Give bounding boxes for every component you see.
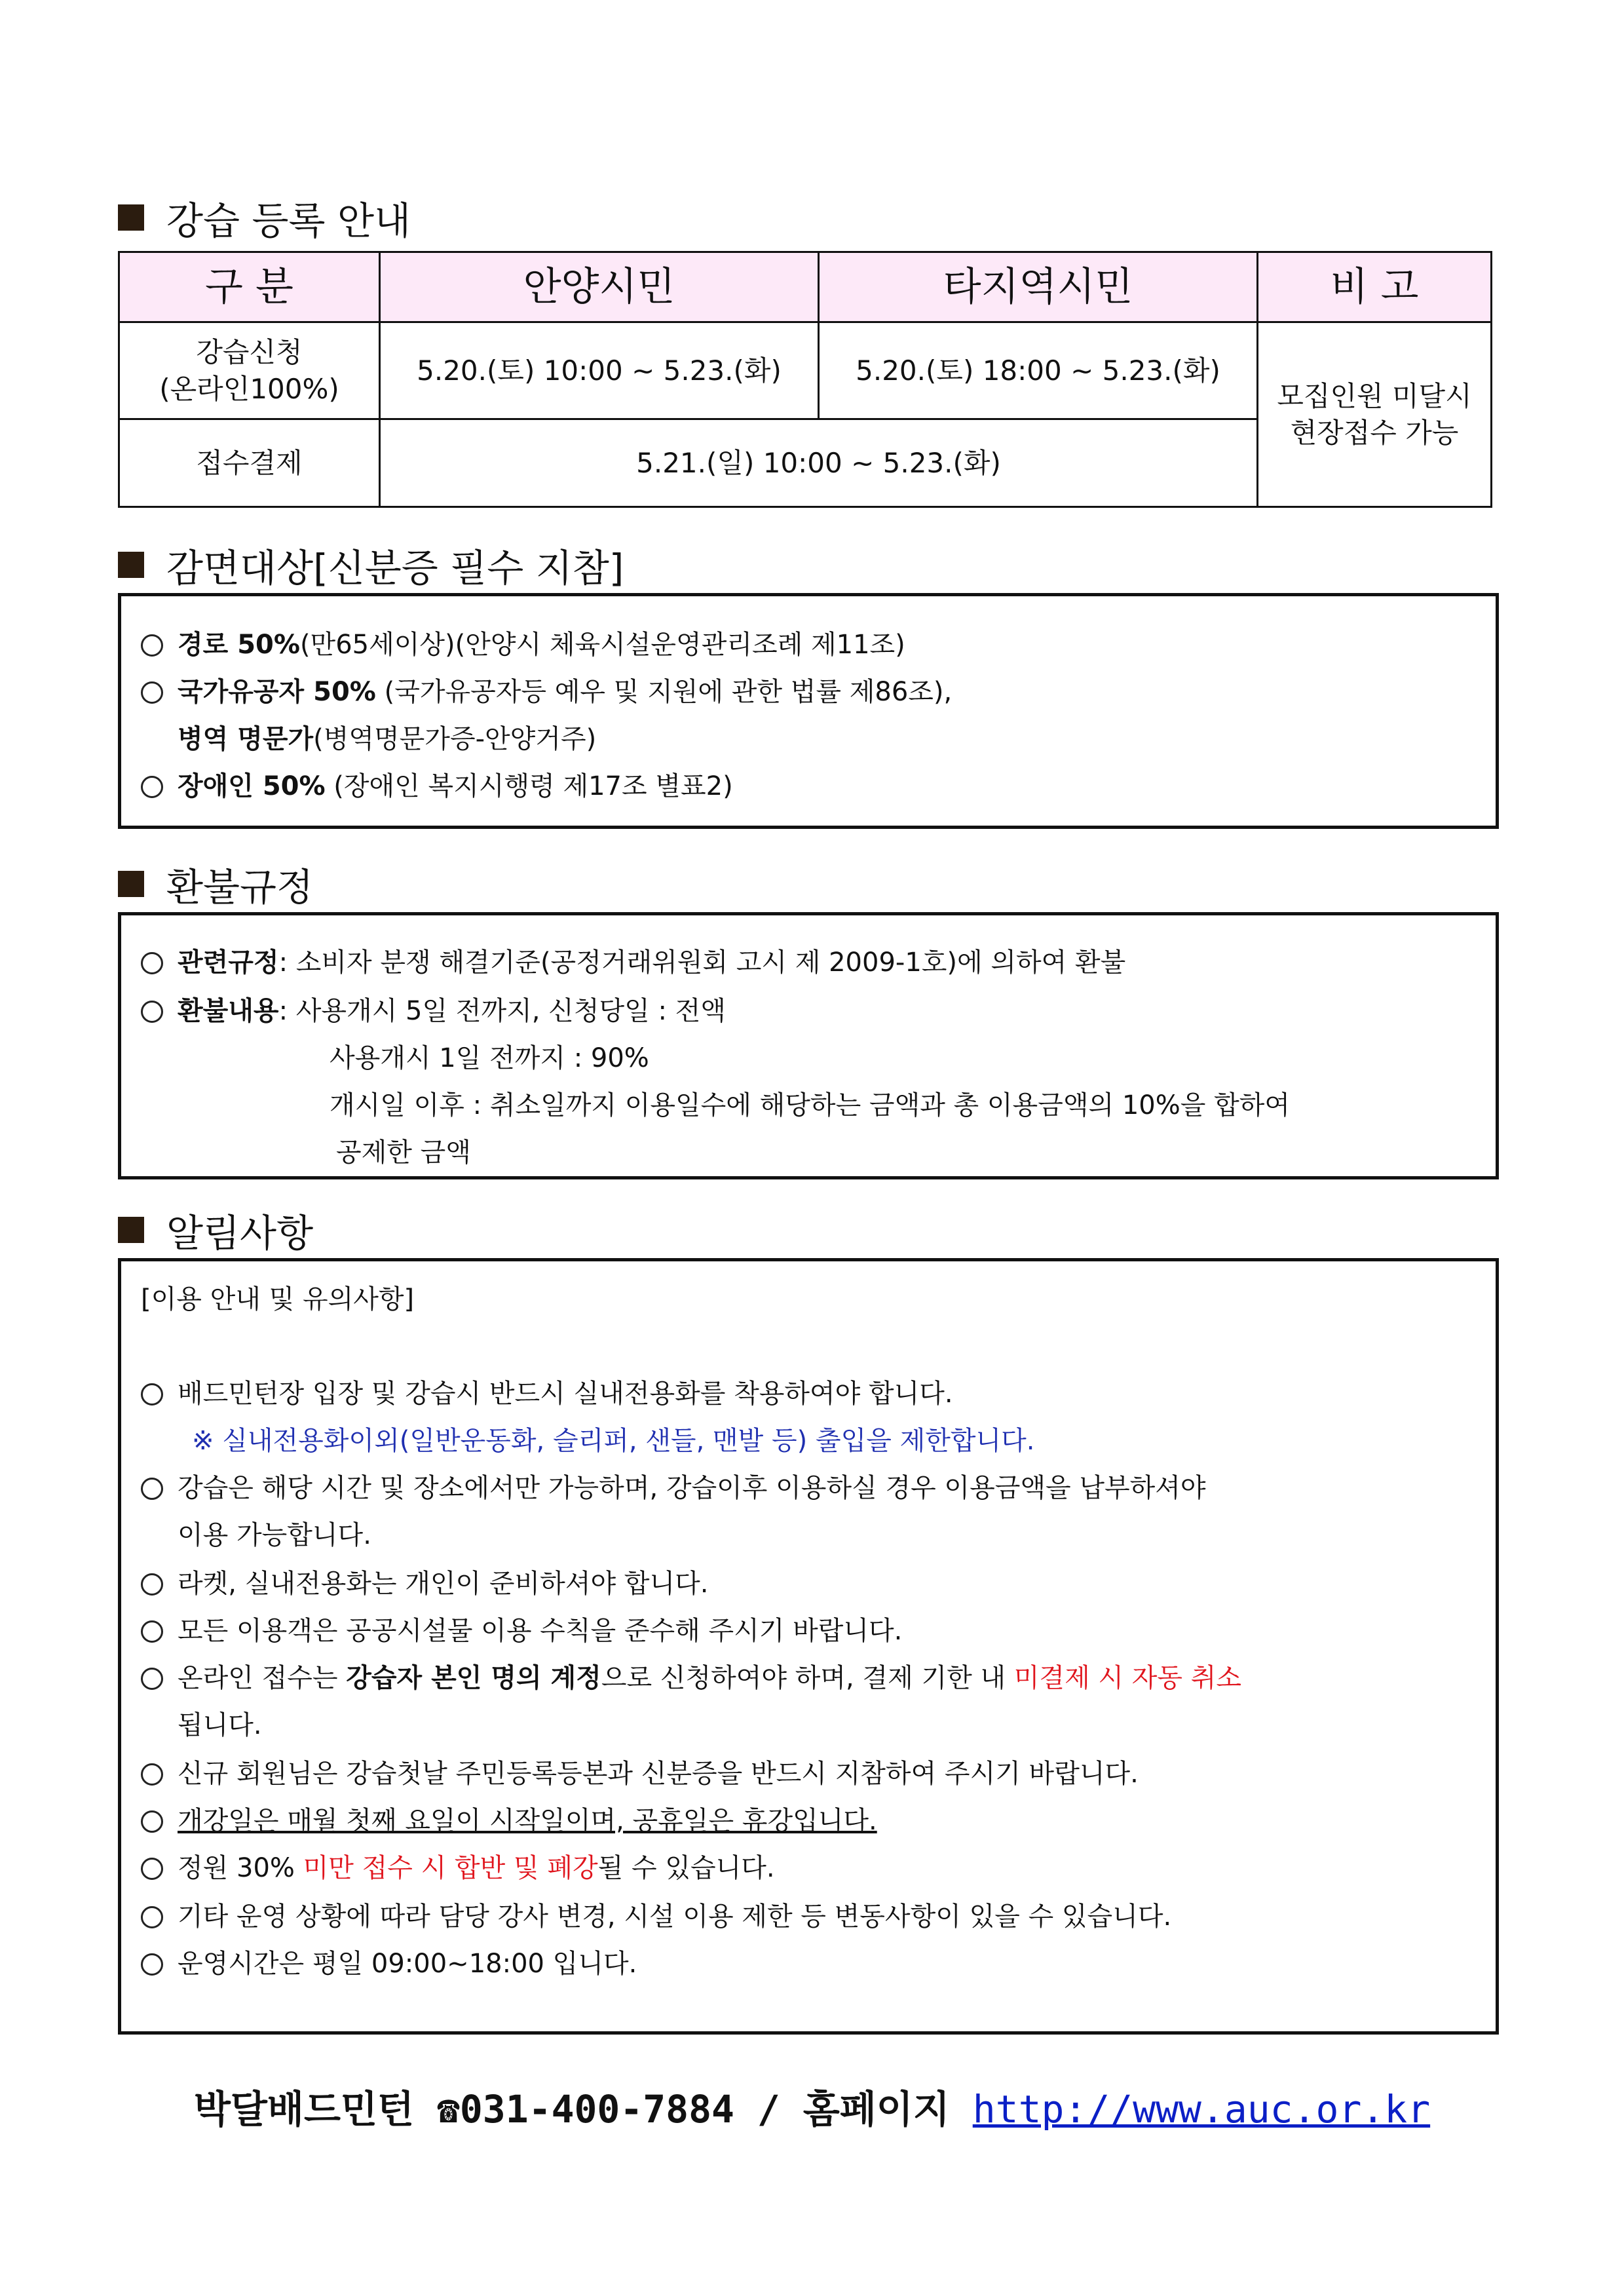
notice-item-warning: 미만 접수 시 합반 및 폐강 — [303, 1853, 598, 1883]
refund-rule-line — [141, 947, 1125, 978]
notice-item — [141, 1758, 1139, 1789]
notice-item-text: 라켓, 실내전용화는 개인이 준비하셔야 합니다. — [178, 1569, 709, 1599]
apply-other-period: 5.20.(토) 18:00 ~ 5.23.(화) — [819, 322, 1258, 419]
refund-line-3: 개시일 이후 : 취소일까지 이용일수에 해당하는 금액과 총 이용금액의 10%을 합하여 — [330, 1090, 1291, 1120]
circle-bullet-icon — [141, 1810, 163, 1833]
circle-bullet-icon — [141, 1906, 163, 1928]
circle-bullet-icon — [141, 1953, 163, 1976]
circle-bullet-icon — [141, 1478, 163, 1500]
registration-heading-text: 강습 등록 안내 — [166, 199, 411, 243]
notice-item — [141, 1948, 637, 1980]
discount-item-bold: 국가유공자 50% — [178, 677, 376, 707]
header-other: 타지역시민 — [819, 252, 1258, 322]
square-bullet-icon — [118, 552, 144, 578]
notice-box — [118, 1258, 1499, 2035]
table-row — [119, 322, 1492, 419]
footer-separator: / — [734, 2087, 803, 2132]
discount-item — [141, 771, 733, 802]
circle-bullet-icon — [141, 1001, 163, 1023]
notice-item — [141, 1615, 902, 1647]
notice-item-note: ※ 실내전용화이외(일반운동화, 슬리퍼, 샌들, 맨발 등) 출입을 제한합니다. — [192, 1426, 1035, 1456]
discount-item — [141, 629, 905, 660]
refund-rule-text: : 소비자 분쟁 해결기준(공정거래위원회 고시 제 2009-1호)에 의하여 환불 — [278, 947, 1126, 978]
refund-content-text: : 사용개시 5일 전까지, 신청당일 : 전액 — [278, 996, 726, 1026]
discount-item-bold: 경로 50% — [178, 630, 300, 660]
notice-item-cont: 이용 가능합니다. — [178, 1520, 371, 1550]
circle-bullet-icon — [141, 1573, 163, 1596]
registration-table — [118, 251, 1492, 508]
discount-item-bold: 병역 명문가 — [178, 724, 314, 754]
apply-anyang-period: 5.20.(토) 10:00 ~ 5.23.(화) — [380, 322, 819, 419]
homepage-link[interactable]: http://www.auc.or.kr — [972, 2087, 1431, 2132]
footer-phone: ☎031-400-7884 — [436, 2087, 734, 2132]
circle-bullet-icon — [141, 952, 163, 974]
section-heading-refund — [118, 856, 313, 911]
notice-item-bold: 강습자 본인 명의 계정 — [346, 1663, 601, 1693]
notice-item-text: 개강일은 매월 첫째 요일이 시작일이며, 공휴일은 휴강입니다. — [178, 1806, 877, 1836]
notice-item — [141, 1805, 877, 1837]
row-label-payment: 접수결제 — [119, 419, 380, 507]
notice-item — [141, 1901, 1171, 1932]
discount-item-text: (만65세이상)(안양시 체육시설운영관리조례 제11조) — [299, 630, 905, 660]
notice-item — [141, 1662, 1241, 1694]
note-line1: 모집인원 미달시 — [1277, 379, 1472, 412]
header-category: 구 분 — [119, 252, 380, 322]
footer-homepage-label: 홈페이지 — [803, 2087, 950, 2132]
notice-item-cont: 됩니다. — [178, 1710, 262, 1740]
notice-heading-text: 알림사항 — [166, 1211, 314, 1255]
section-heading-registration — [118, 190, 411, 245]
notice-item-text: 온라인 접수는 — [178, 1663, 347, 1693]
circle-bullet-icon — [141, 1858, 163, 1880]
discount-heading-text: 감면대상[신분증 필수 지참] — [166, 546, 624, 590]
note-cell — [1258, 322, 1492, 507]
notice-item-text: 기타 운영 상황에 따라 담당 강사 변경, 시설 이용 제한 등 변동사항이 있을 수 있습니다. — [178, 1902, 1172, 1932]
discount-box — [118, 593, 1499, 829]
apply-label-line1: 강습신청 — [196, 335, 303, 368]
refund-box — [118, 912, 1499, 1179]
table-header-row — [119, 252, 1492, 322]
discount-item-text: (국가유공자등 예우 및 지원에 관한 법률 제86조), — [375, 677, 953, 707]
refund-content-label: 환불내용 — [178, 996, 279, 1026]
notice-item-text: 운영시간은 평일 09:00~18:00 입니다. — [178, 1949, 637, 1979]
notice-item — [141, 1378, 953, 1409]
notice-item-text: 강습은 해당 시간 및 장소에서만 가능하며, 강습이후 이용하실 경우 이용금액을 납부하셔야 — [178, 1473, 1206, 1503]
refund-heading-text: 환불규정 — [166, 865, 314, 909]
circle-bullet-icon — [141, 1383, 163, 1406]
circle-bullet-icon — [141, 1668, 163, 1690]
notice-item — [141, 1568, 708, 1599]
notice-item-text: 정원 30% — [178, 1853, 303, 1883]
notice-item — [141, 1472, 1206, 1504]
discount-item-bold: 장애인 50% — [178, 771, 326, 801]
footer-name: 박달배드민턴 — [193, 2087, 415, 2132]
section-heading-notice — [118, 1202, 313, 1257]
notice-item-text: 신규 회원님은 강습첫날 주민등록등본과 신분증을 반드시 지참하여 주시기 바랍니다. — [178, 1759, 1139, 1789]
note-line2: 현장접수 가능 — [1290, 416, 1459, 449]
row-label-apply — [119, 322, 380, 419]
notice-item-text: 배드민턴장 입장 및 강습시 반드시 실내전용화를 착용하여야 합니다. — [178, 1379, 953, 1409]
header-anyang: 안양시민 — [380, 252, 819, 322]
footer-contact — [0, 2078, 1624, 2133]
discount-item — [141, 676, 952, 708]
square-bullet-icon — [118, 204, 144, 231]
apply-label-line2: (온라인100%) — [159, 372, 339, 405]
refund-line-2: 사용개시 1일 전까지 : 90% — [330, 1043, 649, 1073]
notice-item-text: 으로 신청하여야 하며, 결제 기한 내 — [601, 1663, 1014, 1693]
refund-content-line — [141, 995, 726, 1027]
section-heading-discount — [118, 537, 624, 592]
circle-bullet-icon — [141, 776, 163, 798]
notice-item-text: 될 수 있습니다. — [597, 1853, 775, 1883]
circle-bullet-icon — [141, 1620, 163, 1643]
square-bullet-icon — [118, 1217, 144, 1243]
circle-bullet-icon — [141, 1763, 163, 1786]
discount-item-text: (병역명문가증-안양거주) — [313, 724, 597, 754]
discount-item-text: (장애인 복지시행령 제17조 별표2) — [325, 771, 733, 801]
notice-item-text: 모든 이용객은 공공시설물 이용 수칙을 준수해 주시기 바랍니다. — [178, 1616, 903, 1646]
refund-rule-label: 관련규정 — [178, 947, 279, 978]
circle-bullet-icon — [141, 681, 163, 704]
notice-item-warning: 미결제 시 자동 취소 — [1013, 1663, 1242, 1693]
square-bullet-icon — [118, 871, 144, 897]
registration-table-box — [118, 251, 1499, 510]
circle-bullet-icon — [141, 634, 163, 657]
payment-period: 5.21.(일) 10:00 ~ 5.23.(화) — [380, 419, 1258, 507]
notice-item — [141, 1852, 775, 1884]
notice-subtitle: [이용 안내 및 유의사항] — [141, 1284, 415, 1314]
refund-line-4: 공제한 금액 — [336, 1138, 471, 1168]
header-note: 비 고 — [1258, 252, 1492, 322]
discount-item — [178, 723, 596, 755]
